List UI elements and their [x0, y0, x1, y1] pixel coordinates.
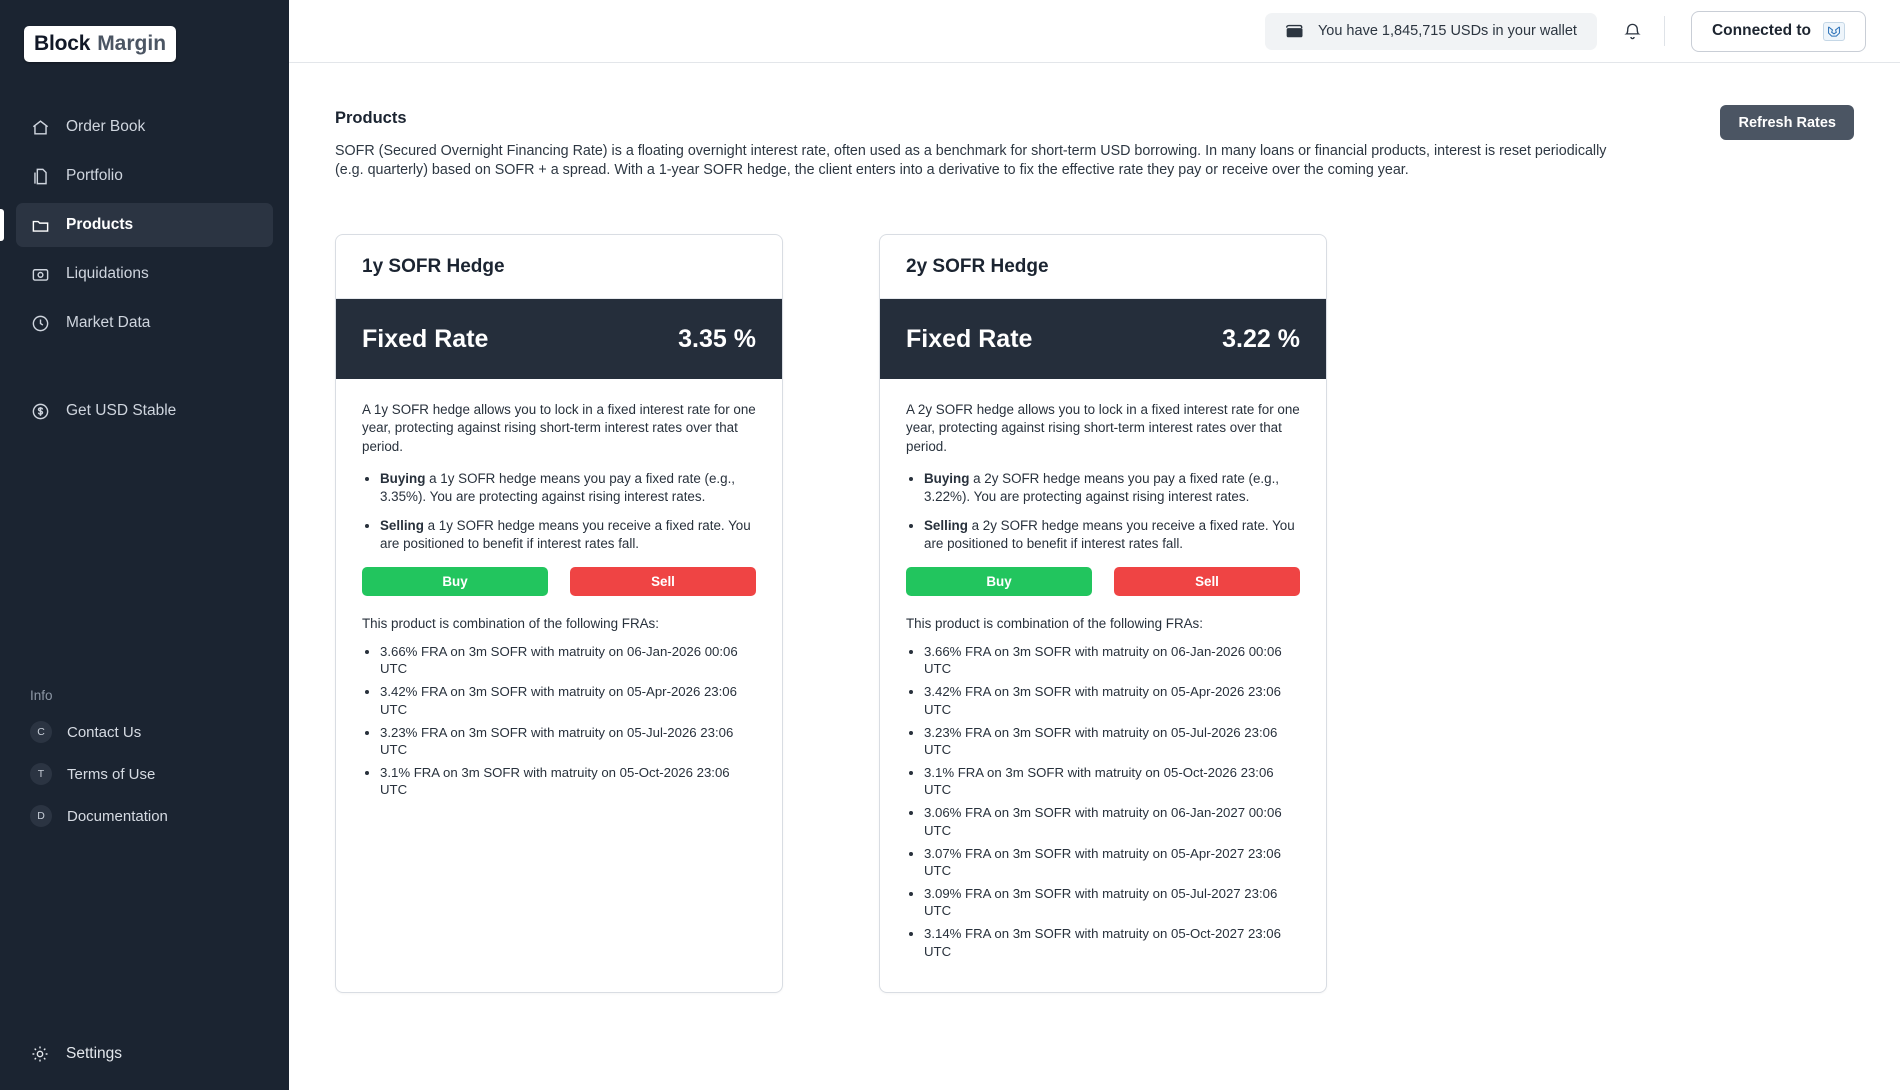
buy-button[interactable]: Buy	[906, 567, 1092, 596]
list-item: • 3.66% FRA on 3m SOFR with matruity on 06-Jan-2026 00:06 UTC	[924, 643, 1300, 678]
list-item: • 3.66% FRA on 3m SOFR with matruity on 06-Jan-2026 00:06 UTC	[380, 643, 756, 678]
contact-icon: C	[30, 721, 52, 743]
sidebar-nav	[0, 100, 289, 438]
logo-wrapper	[0, 0, 289, 62]
sidebar-item-label: Documentation	[67, 807, 168, 825]
sidebar-item-contact-us[interactable]	[0, 711, 289, 753]
topbar	[289, 0, 1900, 63]
card-intro-text: A 1y SOFR hedge allows you to lock in a fixed interest rate for one year, protecting against rising short-term interest rates over that period.	[362, 402, 756, 454]
page-content	[289, 63, 1900, 993]
bullet-lead: Selling	[924, 517, 968, 533]
home-icon	[30, 117, 50, 137]
fixed-rate-band	[880, 299, 1326, 379]
list-item	[380, 470, 756, 506]
card-title: 1y SOFR Hedge	[336, 235, 782, 299]
bullet-rest: a 1y SOFR hedge means you receive a fixed rate. You are positioned to benefit if interest rates fall.	[380, 517, 751, 551]
product-card-2y	[879, 234, 1327, 992]
sidebar-item-settings[interactable]	[0, 1044, 289, 1064]
product-cards	[335, 234, 1854, 992]
fra-section-title: This product is combination of the following FRAs:	[906, 615, 1203, 631]
camera-icon	[30, 264, 50, 284]
clock-icon	[30, 313, 50, 333]
settings-label: Settings	[66, 1045, 123, 1062]
card-title: 2y SOFR Hedge	[880, 235, 1326, 299]
sidebar-item-get-usd-stable[interactable]	[16, 389, 273, 433]
connected-label: Connected to	[1711, 22, 1811, 39]
list-item	[924, 517, 1300, 553]
page-title: Products	[335, 109, 407, 127]
bullet-rest: a 2y SOFR hedge means you pay a fixed rate (e.g., 3.22%). You are protecting against rising interest rates.	[924, 470, 1280, 504]
product-card-1y	[335, 234, 783, 992]
bullet-lead: Buying	[380, 470, 426, 486]
sidebar-item-liquidations[interactable]	[16, 252, 273, 296]
sidebar-item-label: Get USD Stable	[66, 402, 177, 419]
list-item	[924, 470, 1300, 506]
sell-button[interactable]: Sell	[1114, 567, 1300, 596]
wallet-balance-text: You have 1,845,715 USDs in your wallet	[1317, 23, 1577, 39]
sidebar-item-label: Products	[66, 216, 134, 233]
sell-button[interactable]: Sell	[570, 567, 756, 596]
sidebar-item-label: Order Book	[66, 118, 146, 135]
sidebar-item-label: Terms of Use	[67, 765, 156, 783]
dollar-circle-icon	[30, 401, 50, 421]
bell-icon[interactable]	[1623, 22, 1642, 41]
list-item: • 3.42% FRA on 3m SOFR with matruity on 05-Apr-2026 23:06 UTC	[380, 683, 756, 718]
card-filler	[362, 804, 756, 862]
nav-spacer	[0, 350, 289, 384]
terms-icon: T	[30, 763, 52, 785]
refresh-rates-button[interactable]: Refresh Rates	[1720, 105, 1854, 140]
list-item: • 3.1% FRA on 3m SOFR with matruity on 05-Oct-2026 23:06 UTC	[924, 764, 1300, 799]
sidebar-item-terms-of-use[interactable]	[0, 753, 289, 795]
bullet-rest: a 2y SOFR hedge means you receive a fixed rate. You are positioned to benefit if interest rates fall.	[924, 517, 1295, 551]
list-item: • 3.07% FRA on 3m SOFR with matruity on 05-Apr-2027 23:06 UTC	[924, 845, 1300, 880]
list-item: • 3.09% FRA on 3m SOFR with matruity on 05-Jul-2027 23:06 UTC	[924, 885, 1300, 920]
fixed-rate-value: 3.35 %	[678, 324, 756, 353]
bullet-rest: a 1y SOFR hedge means you pay a fixed rate (e.g., 3.35%). You are protecting against rising interest rates.	[380, 470, 736, 504]
trade-buttons	[906, 567, 1300, 596]
list-item: • 3.42% FRA on 3m SOFR with matruity on 05-Apr-2026 23:06 UTC	[924, 683, 1300, 718]
documentation-icon: D	[30, 805, 52, 827]
trade-buttons	[362, 567, 756, 596]
bullet-lead: Selling	[380, 517, 424, 533]
card-bullets	[924, 470, 1300, 553]
wallet-balance-pill[interactable]	[1265, 13, 1597, 50]
gear-icon	[30, 1044, 50, 1064]
card-intro-text: A 2y SOFR hedge allows you to lock in a fixed interest rate for one year, protecting against rising short-term interest rates over that period.	[906, 402, 1300, 454]
connected-wallet-button[interactable]	[1691, 11, 1866, 52]
sidebar-item-market-data[interactable]	[16, 301, 273, 345]
fra-section-title: This product is combination of the following FRAs:	[362, 615, 659, 631]
list-item: • 3.23% FRA on 3m SOFR with matruity on 05-Jul-2026 23:06 UTC	[924, 724, 1300, 759]
sidebar-item-label: Portfolio	[66, 167, 123, 184]
list-item: • 3.14% FRA on 3m SOFR with matruity on 05-Oct-2027 23:06 UTC	[924, 925, 1300, 960]
fixed-rate-value: 3.22 %	[1222, 324, 1300, 353]
sidebar	[0, 0, 289, 1090]
brand-word-1: Block	[34, 32, 91, 55]
list-item: • 3.23% FRA on 3m SOFR with matruity on 05-Jul-2026 23:06 UTC	[380, 724, 756, 759]
folder-icon	[30, 215, 50, 235]
wallet-icon	[1285, 23, 1305, 39]
sidebar-item-order-book[interactable]	[16, 105, 273, 149]
fixed-rate-label: Fixed Rate	[362, 324, 489, 353]
fra-list	[380, 643, 756, 799]
bullet-lead: Buying	[924, 470, 970, 486]
card-body	[336, 379, 782, 888]
fixed-rate-band	[336, 299, 782, 379]
list-item: • 3.06% FRA on 3m SOFR with matruity on 06-Jan-2027 00:06 UTC	[924, 804, 1300, 839]
metamask-icon	[1823, 22, 1845, 41]
sidebar-item-documentation[interactable]	[0, 795, 289, 837]
sidebar-item-label: Contact Us	[67, 723, 142, 741]
buy-button[interactable]: Buy	[362, 567, 548, 596]
files-icon	[30, 166, 50, 186]
sidebar-info-section	[0, 688, 289, 837]
main-area	[289, 0, 1900, 1090]
brand-word-2: Margin	[97, 32, 167, 55]
sidebar-item-products[interactable]	[16, 203, 273, 247]
sidebar-item-label: Liquidations	[66, 265, 149, 282]
card-bullets	[380, 470, 756, 553]
sidebar-item-label: Market Data	[66, 314, 151, 331]
brand-logo[interactable]	[24, 26, 176, 62]
sidebar-item-portfolio[interactable]	[16, 154, 273, 198]
sidebar-info-label: Info	[30, 688, 53, 703]
fra-list	[924, 643, 1300, 960]
page-description: SOFR (Secured Overnight Financing Rate) is a floating overnight interest rate, often used as a benchmark for short-term USD borrowing. In many loans or financial products, interest is reset periodically (e.g. quarterly) based on SOFR + a spread. With a 1-year SOFR hedge, the client enters into a derivative to fix the effective rate they pay or receive over the coming year.	[335, 143, 1607, 179]
list-item	[380, 517, 756, 553]
fixed-rate-label: Fixed Rate	[906, 324, 1033, 353]
list-item: • 3.1% FRA on 3m SOFR with matruity on 05-Oct-2026 23:06 UTC	[380, 764, 756, 799]
card-body	[880, 379, 1326, 991]
topbar-divider	[1664, 16, 1665, 46]
